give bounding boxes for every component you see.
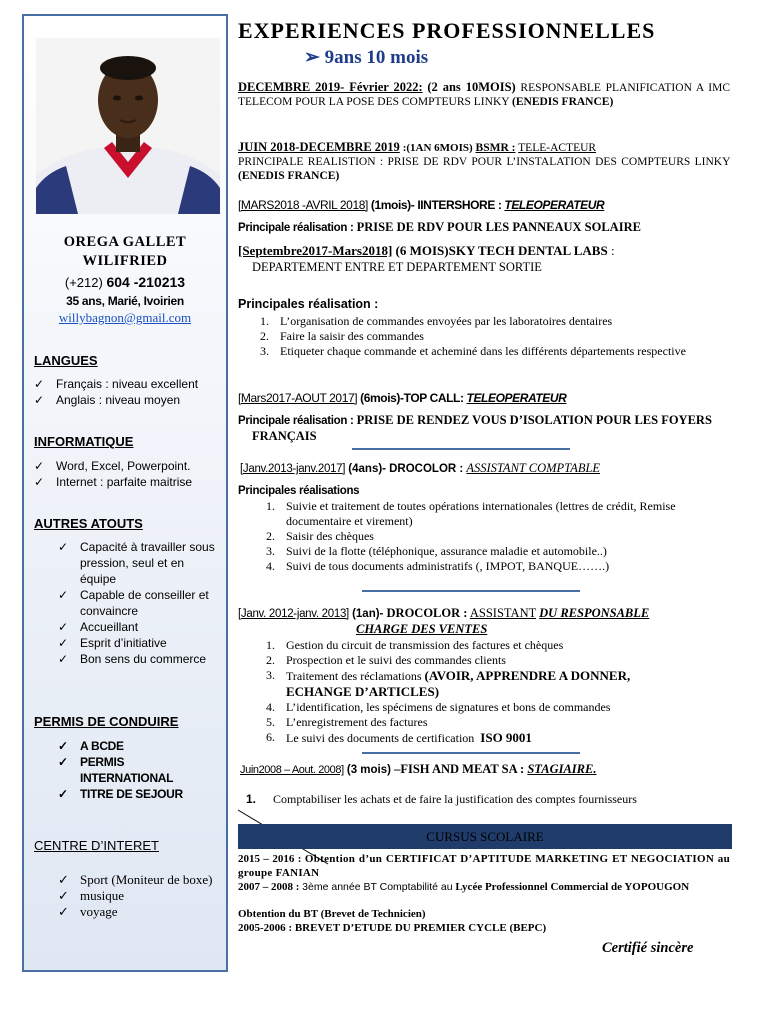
cursus-header: CURSUS SCOLAIRE bbox=[238, 824, 732, 849]
list-item: ✓ Accueillant bbox=[58, 620, 139, 634]
check-icon: ✓ bbox=[58, 787, 68, 801]
experience-6-list bbox=[262, 499, 730, 574]
list-item: ✓ A BCDE bbox=[58, 739, 124, 753]
list-item: 5. L’enregistrement des factures bbox=[266, 715, 428, 729]
sidebar bbox=[22, 14, 228, 972]
list-item: 1. L’organisation de commandes envoyées par les laboratoires dentaires bbox=[260, 314, 613, 328]
list-item: ✓ Esprit d’initiative bbox=[58, 636, 167, 650]
experience-3: [MARS2018 -AVRIL 2018] (1mois)- IINTERSHORE : TELEOPERATEUR bbox=[238, 198, 605, 212]
check-icon: ✓ bbox=[34, 393, 45, 407]
langues-heading: LANGUES bbox=[34, 353, 98, 368]
list-item: 3. Traitement des réclamations (AVOIR, APPRENDRE A DONNER, ECHANGE D’ARTICLES) bbox=[266, 668, 631, 699]
experience-7-list bbox=[262, 638, 730, 746]
page-title: EXPERIENCES PROFESSIONNELLES bbox=[238, 18, 656, 43]
check-icon: ✓ bbox=[34, 475, 45, 489]
phone-number: 604 -210213 bbox=[106, 274, 186, 290]
informatique-heading: INFORMATIQUE bbox=[34, 434, 134, 449]
check-icon: ✓ bbox=[58, 588, 69, 602]
list-item: ✓ Français : niveau excellent bbox=[34, 377, 199, 391]
list-item: 2. Prospection et le suivi des commandes clients bbox=[266, 653, 506, 667]
cursus-line-1: 2015 – 2016 : Obtention d’un CERTIFICAT D’APTITUDE MARKETING ET NEGOCIATION au groupe FANIAN bbox=[238, 853, 730, 879]
experience-3-realisation: Principale réalisation : PRISE DE RDV POUR LES PANNEAUX SOLAIRE bbox=[238, 220, 641, 234]
list-item: 4. Suivi de tous documents administratifs (, IMPOT, BANQUE…….) bbox=[266, 559, 610, 573]
list-item: ✓ voyage bbox=[58, 904, 118, 919]
experience-4-dept: DEPARTEMENT ENTRE ET DEPARTEMENT SORTIE bbox=[252, 260, 542, 274]
experience-5-realisation: Principale réalisation : PRISE DE RENDEZ VOUS D’ISOLATION POUR LES FOYERS bbox=[238, 413, 712, 427]
interet-list bbox=[58, 872, 220, 920]
cursus-line-4: 2005-2006 : BREVET D’ETUDE DU PREMIER CYCLE (BEPC) bbox=[238, 922, 547, 934]
total-duration bbox=[304, 46, 428, 69]
check-icon: ✓ bbox=[58, 620, 69, 634]
candidate-name-first: OREGA GALLET bbox=[63, 234, 187, 250]
atouts-heading: AUTRES ATOUTS bbox=[34, 516, 143, 531]
experience-2: JUIN 2018-DECEMBRE 2019 :(1AN 6MOIS) BSMR : TELE-ACTEUR PRINCIPALE REALISTION : PRISE DE RDV POUR L’INSTALATION DES COMPTEURS LINKY (ENEDIS FRANCE) bbox=[238, 140, 730, 182]
list-item: ✓ musique bbox=[58, 888, 125, 903]
experience-8: Juin2008 – Aout. 2008] (3 mois) –FISH AND MEAT SA : STAGIAIRE. bbox=[240, 762, 597, 776]
check-icon: ✓ bbox=[58, 540, 69, 554]
check-icon: ✓ bbox=[34, 459, 45, 473]
list-item: 3. Suivi de la flotte (téléphonique, assurance maladie et automobile..) bbox=[266, 544, 607, 558]
list-item: 1. Gestion du circuit de transmission des factures et chèques bbox=[266, 638, 564, 652]
experience-8-item: 1. Comptabiliser les achats et de faire la justification des comptes fournisseurs bbox=[246, 792, 637, 806]
profile-photo bbox=[36, 38, 220, 214]
experience-6-real-label: Principales réalisations bbox=[238, 485, 360, 497]
divider bbox=[362, 590, 580, 592]
langues-list bbox=[34, 376, 224, 408]
list-item: ✓ PERMIS INTERNATIONAL bbox=[58, 755, 174, 785]
check-icon: ✓ bbox=[58, 904, 69, 919]
list-item: ✓ Capable de conseiller et convaincre bbox=[58, 588, 209, 618]
list-item: ✓ Bon sens du commerce bbox=[58, 652, 207, 666]
list-item: 1. Suivie et traitement de toutes opérations internationales (lettres de crédit, Remise documentaire et virement) bbox=[266, 499, 676, 528]
list-item: ✓ TITRE DE SEJOUR bbox=[58, 787, 183, 801]
list-item: 2. Faire la saisir des commandes bbox=[260, 329, 424, 343]
check-icon: ✓ bbox=[34, 377, 45, 391]
list-item: ✓ Sport (Moniteur de boxe) bbox=[58, 872, 213, 887]
list-item: 6. Le suivi des documents de certification ISO 9001 bbox=[266, 730, 532, 745]
cursus-line-3: Obtention du BT (Brevet de Technicien) bbox=[238, 908, 426, 920]
age-status: 35 ans, Marié, Ivoirien bbox=[66, 294, 184, 308]
list-item: ✓ Anglais : niveau moyen bbox=[34, 393, 181, 407]
atouts-list bbox=[58, 539, 220, 667]
list-item: ✓ Internet : parfaite maitrise bbox=[34, 475, 193, 489]
check-icon: ✓ bbox=[58, 755, 68, 769]
experience-5: [Mars2017-AOUT 2017] (6mois)-TOP CALL: TELEOPERATEUR bbox=[238, 391, 567, 405]
list-item: 4. L’identification, les spécimens de signatures et bons de commandes bbox=[266, 700, 611, 714]
list-item: 3. Etiqueter chaque commande et acheminé dans les différents départements respective bbox=[260, 344, 686, 358]
list-item: ✓ Capacité à travailler sous pression, seul et en équipe bbox=[58, 540, 215, 586]
divider bbox=[362, 752, 580, 754]
informatique-list bbox=[34, 458, 224, 490]
candidate-name-second: WILIFRIED bbox=[82, 253, 168, 269]
list-item: 2. Saisir des chèques bbox=[266, 529, 374, 543]
permis-list bbox=[58, 738, 220, 802]
check-icon: ✓ bbox=[58, 636, 69, 650]
experience-4: [Septembre2017-Mars2018] (6 MOIS)SKY TECH DENTAL LABS : bbox=[238, 243, 615, 258]
experience-7-role-cont: CHARGE DES VENTES bbox=[356, 622, 488, 636]
email-link[interactable]: willybagnon@gmail.com bbox=[58, 310, 192, 325]
interet-heading: CENTRE D’INTERET bbox=[34, 838, 159, 853]
experience-6: [Janv.2013-janv.2017] (4ans)- DROCOLOR : ASSISTANT COMPTABLE bbox=[240, 461, 601, 475]
check-icon: ✓ bbox=[58, 872, 69, 887]
divider bbox=[352, 448, 570, 450]
check-icon: ✓ bbox=[58, 652, 69, 666]
phone-prefix: (+212) bbox=[64, 275, 103, 290]
check-icon: ✓ bbox=[58, 888, 69, 903]
experience-4-real-label: Principales réalisation : bbox=[238, 297, 379, 311]
phone bbox=[24, 274, 226, 290]
experience-5-realisation-cont: FRANÇAIS bbox=[252, 429, 317, 443]
check-icon: ✓ bbox=[58, 739, 68, 753]
cursus-line-2: 2007 – 2008 : 3ème année BT Comptabilité au Lycée Professionnel Commercial de YOPOUGON bbox=[238, 881, 690, 893]
arrow-icon: ➢ bbox=[304, 47, 320, 68]
signature-text: Certifié sincère bbox=[602, 940, 694, 956]
permis-heading: PERMIS DE CONDUIRE bbox=[34, 714, 179, 729]
list-item: ✓ Word, Excel, Powerpoint. bbox=[34, 459, 191, 473]
duration-text: 9ans 10 mois bbox=[324, 47, 429, 68]
experience-1: DECEMBRE 2019- Février 2022: (2 ans 10MOIS) RESPONSABLE PLANIFICATION A IMC TELECOM POUR LA POSE DES COMPTEURS LINKY (ENEDIS FRANCE) bbox=[238, 80, 731, 108]
experience-7: [Janv. 2012-janv. 2013] (1an)- DROCOLOR : ASSISTANT DU RESPONSABLE bbox=[238, 606, 650, 620]
experience-4-list bbox=[256, 314, 730, 359]
